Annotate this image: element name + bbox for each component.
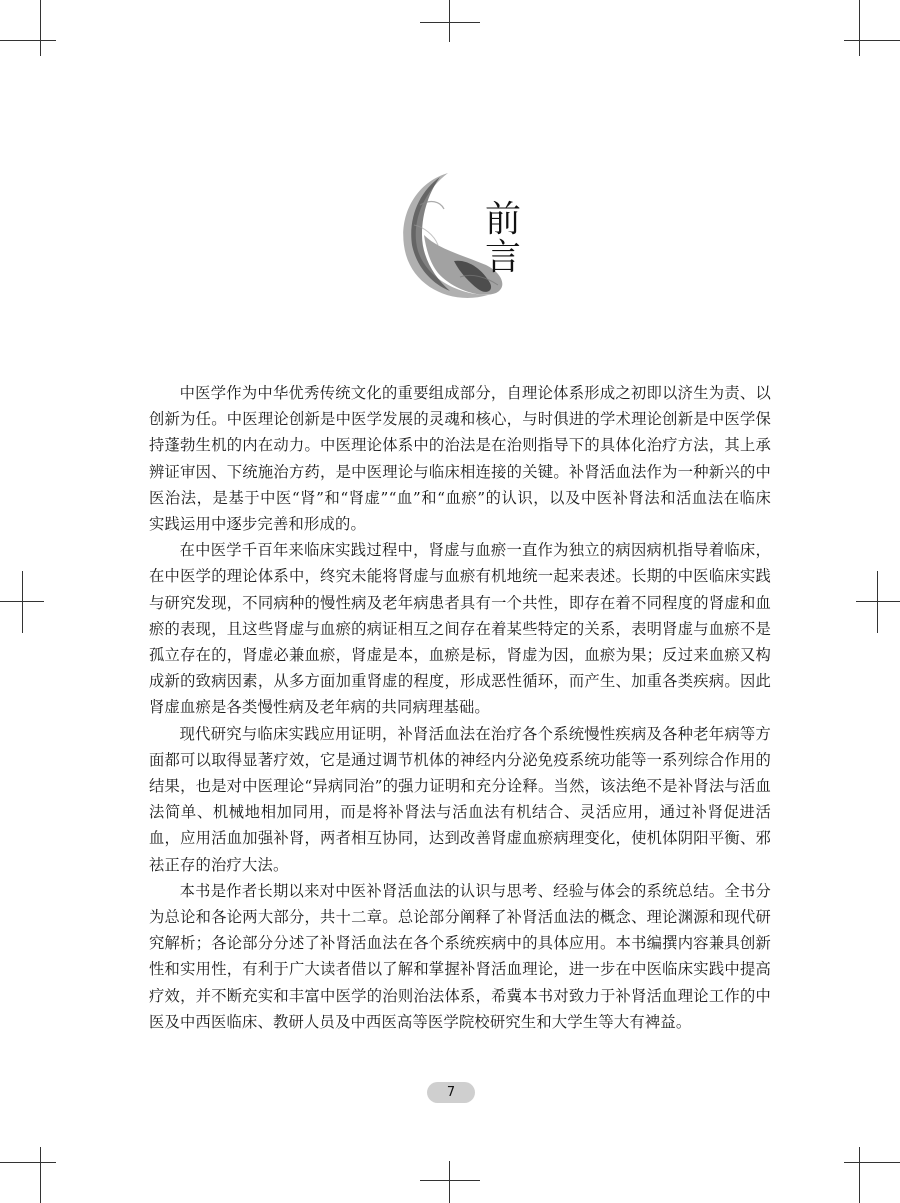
preface-body [149, 380, 771, 1035]
paragraph: 现代研究与临床实践应用证明，补肾活血法在治疗各个系统慢性疾病及各种老年病等方面都可以取得显著疗效，它是通过调节机体的神经内分泌免疫系统功能等一系列综合作用的结果，也是对中医理论“异病同治”的强力证明和充分诠释。当然，该法绝不是补肾法与活血法简单、机械地相加同用，而是将补肾法与活血法有机结合、灵活应用，通过补肾促进活血，应用活血加强补肾，两者相互协同，达到改善肾虚血瘀病理变化，使机体阴阳平衡、邪祛正存的治疗大法。 [149, 724, 771, 874]
crop-mark [40, 1147, 41, 1203]
crop-mark [420, 1180, 480, 1181]
crop-mark [877, 571, 878, 633]
crop-mark [844, 1162, 900, 1163]
heading-char-2: 言 [484, 237, 521, 278]
paragraph: 在中医学千百年来临床实践过程中，肾虚与血瘀一直作为独立的病因病机指导着临床，在中医学的理论体系中，终究未能将肾虚与血瘀有机地统一起来表述。长期的中医临床实践与研究发现，不同病种的慢性病及老年病患者具有一个共性，即存在着不同程度的肾虚和血瘀的表现，且这些肾虚与血瘀的病证相互之间存在着某些特定的关系，表明肾虚与血瘀不是孤立存在的，肾虚必兼血瘀，肾虚是本，血瘀是标，肾虚为因，血瘀为果；反过来血瘀又构成新的致病因素，从多方面加重肾虚的程度，形成恶性循环，而产生、加重各类疾病。因此肾虚血瘀是各类慢性病及老年病的共同病理基础。 [149, 541, 771, 717]
crop-mark [0, 40, 56, 41]
crop-mark [449, 0, 450, 42]
crop-mark [449, 1161, 450, 1203]
crop-mark [859, 1147, 860, 1203]
crop-mark [0, 1162, 56, 1163]
crop-mark [420, 22, 480, 23]
paragraph: 中医学作为中华优秀传统文化的重要组成部分，自理论体系形成之初即以济生为责、以创新为任。中医理论创新是中医学发展的灵魂和核心，与时俱进的学术理论创新是中医学保持蓬勃生机的内在动力。中医理论体系中的治法是在治则指导下的具体化治疗方法，其上承辨证审因、下统施治方药，是中医理论与临床相连接的关键。补肾活血法作为一种新兴的中医治法，是基于中医“肾”和“肾虚”“血”和“血瘀”的认识，以及中医补肾法和活血法在临床实践运用中逐步完善和形成的。 [149, 384, 771, 534]
page-number: 7 [427, 1082, 475, 1103]
crop-mark [22, 571, 23, 633]
crop-mark [40, 0, 41, 56]
crop-mark [0, 601, 44, 602]
crop-mark [844, 40, 900, 41]
paragraph: 本书是作者长期以来对中医补肾活血法的认识与思考、经验与体会的系统总结。全书分为总论和各论两大部分，共十二章。总论部分阐释了补肾活血法的概念、理论渊源和现代研究解析；各论部分分述了补肾活血法在各个系统疾病中的具体应用。本书编撰内容兼具创新性和实用性，有利于广大读者借以了解和掌握补肾活血理论，进一步在中医临床实践中提高疗效，并不断充实和丰富中医学的治则治法体系，希冀本书对致力于补肾活血理论工作的中医及中西医临床、教研人员及中西医高等医学院校研究生和大学生等大有裨益。 [149, 881, 771, 1031]
heading-char-1: 前 [484, 199, 521, 240]
crop-mark [856, 601, 900, 602]
crop-mark [859, 0, 860, 56]
